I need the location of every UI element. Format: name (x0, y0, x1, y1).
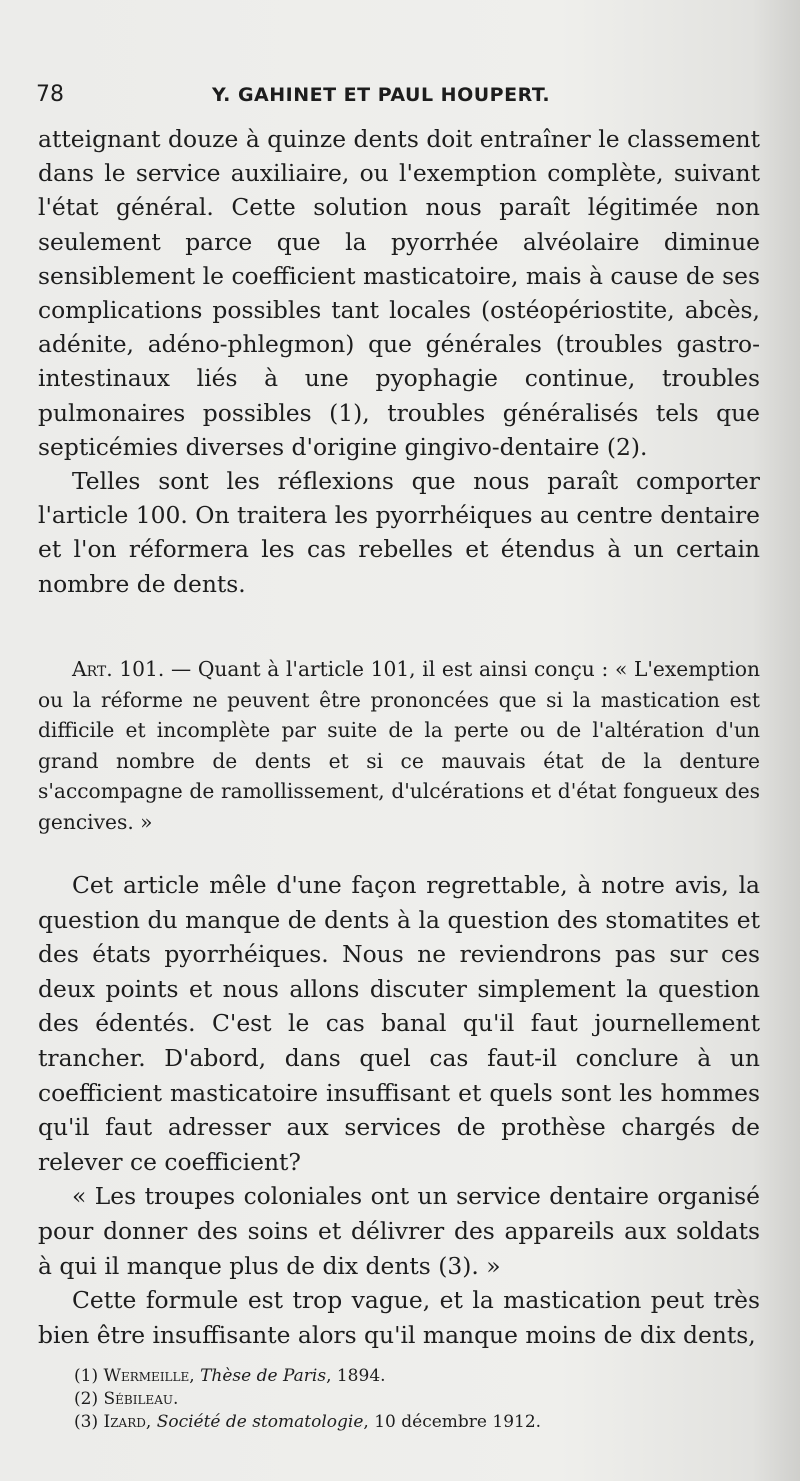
page-header (36, 82, 756, 114)
page-number: 78 (36, 82, 64, 107)
footnote-author: Wermeille (103, 1366, 190, 1386)
body-text-lower (38, 868, 760, 1352)
article-label: Art. 101. (72, 657, 165, 681)
article-text: — Quant à l'article 101, il est ainsi conçu : « L'exemption ou la réforme ne peuvent être prononcées que si la mastication est difficile et incomplète par suite de la perte ou de l'altération d'un grand nombre de dents et si ce mauvais état de la denture s'accompagne de ramollissement, d'ulcérations et d'état fongueux des gencives. » (38, 657, 761, 834)
article-paragraph (38, 654, 760, 837)
footnote-title: Société de stomatologie (156, 1412, 364, 1432)
footnote-3: (3) Izard, Société de stomatologie, 10 décembre 1912. (74, 1412, 542, 1432)
paragraph-3: Cet article mêle d'une façon regrettable, à notre avis, la question du manque de dents à la question des stomatites et des états pyorrhéiques. Nous ne reviendrons pas sur ces deux points et nous allons discuter simplement la question des édentés. C'est le cas banal qu'il faut journellement trancher. D'abord, dans quel cas faut-il conclure à un coefficient masticatoire insuffisant et quels sont les hommes qu'il faut adresser aux services de prothèse chargés de relever ce coefficient? (38, 871, 760, 1176)
running-head: Y. GAHINET ET PAUL HOUPERT. (212, 84, 551, 106)
paragraph-2: Telles sont les réflexions que nous paraît comporter l'article 100. On traitera les pyorrhéiques au centre dentaire et l'on réformera les cas rebelles et étendus à un certain nombre de dents. (38, 467, 760, 598)
footnote-title: Thèse de Paris (200, 1366, 327, 1386)
footnote-2: (2) Sébileau. (74, 1389, 179, 1409)
footnote-author: Sébileau. (103, 1389, 179, 1409)
article-101-quote (38, 654, 760, 837)
paragraph-4: « Les troupes coloniales ont un service dentaire organisé pour donner des soins et délivrer des appareils aux soldats à qui il manque plus de dix dents (3). » (38, 1182, 760, 1280)
body-text-upper (38, 122, 760, 601)
paragraph-5: Cette formule est trop vague, et la mastication peut très bien être insuffisante alors qu'il manque moins de dix dents, (38, 1286, 760, 1349)
footnotes (74, 1365, 674, 1434)
paragraph-1: atteignant douze à quinze dents doit entraîner le classement dans le service auxiliaire, ou l'exemption complète, suivant l'état général. Cette solution nous paraît légitimée non seulement parce que la pyorrhée alvéolaire diminue sensiblement le coefficient masticatoire, mais à cause de ses complications possibles tant locales (ostéopériostite, abcès, adénite, adéno-phlegmon) que générales (troubles gastro-intestinaux liés à une pyophagie continue, troubles pulmonaires possibles (1), troubles généralisés tels que septicémies diverses d'origine gingivo-dentaire (2). (38, 125, 760, 461)
footnote-author: Izard (103, 1412, 146, 1432)
footnote-1: (1) Wermeille, Thèse de Paris, 1894. (74, 1366, 386, 1386)
